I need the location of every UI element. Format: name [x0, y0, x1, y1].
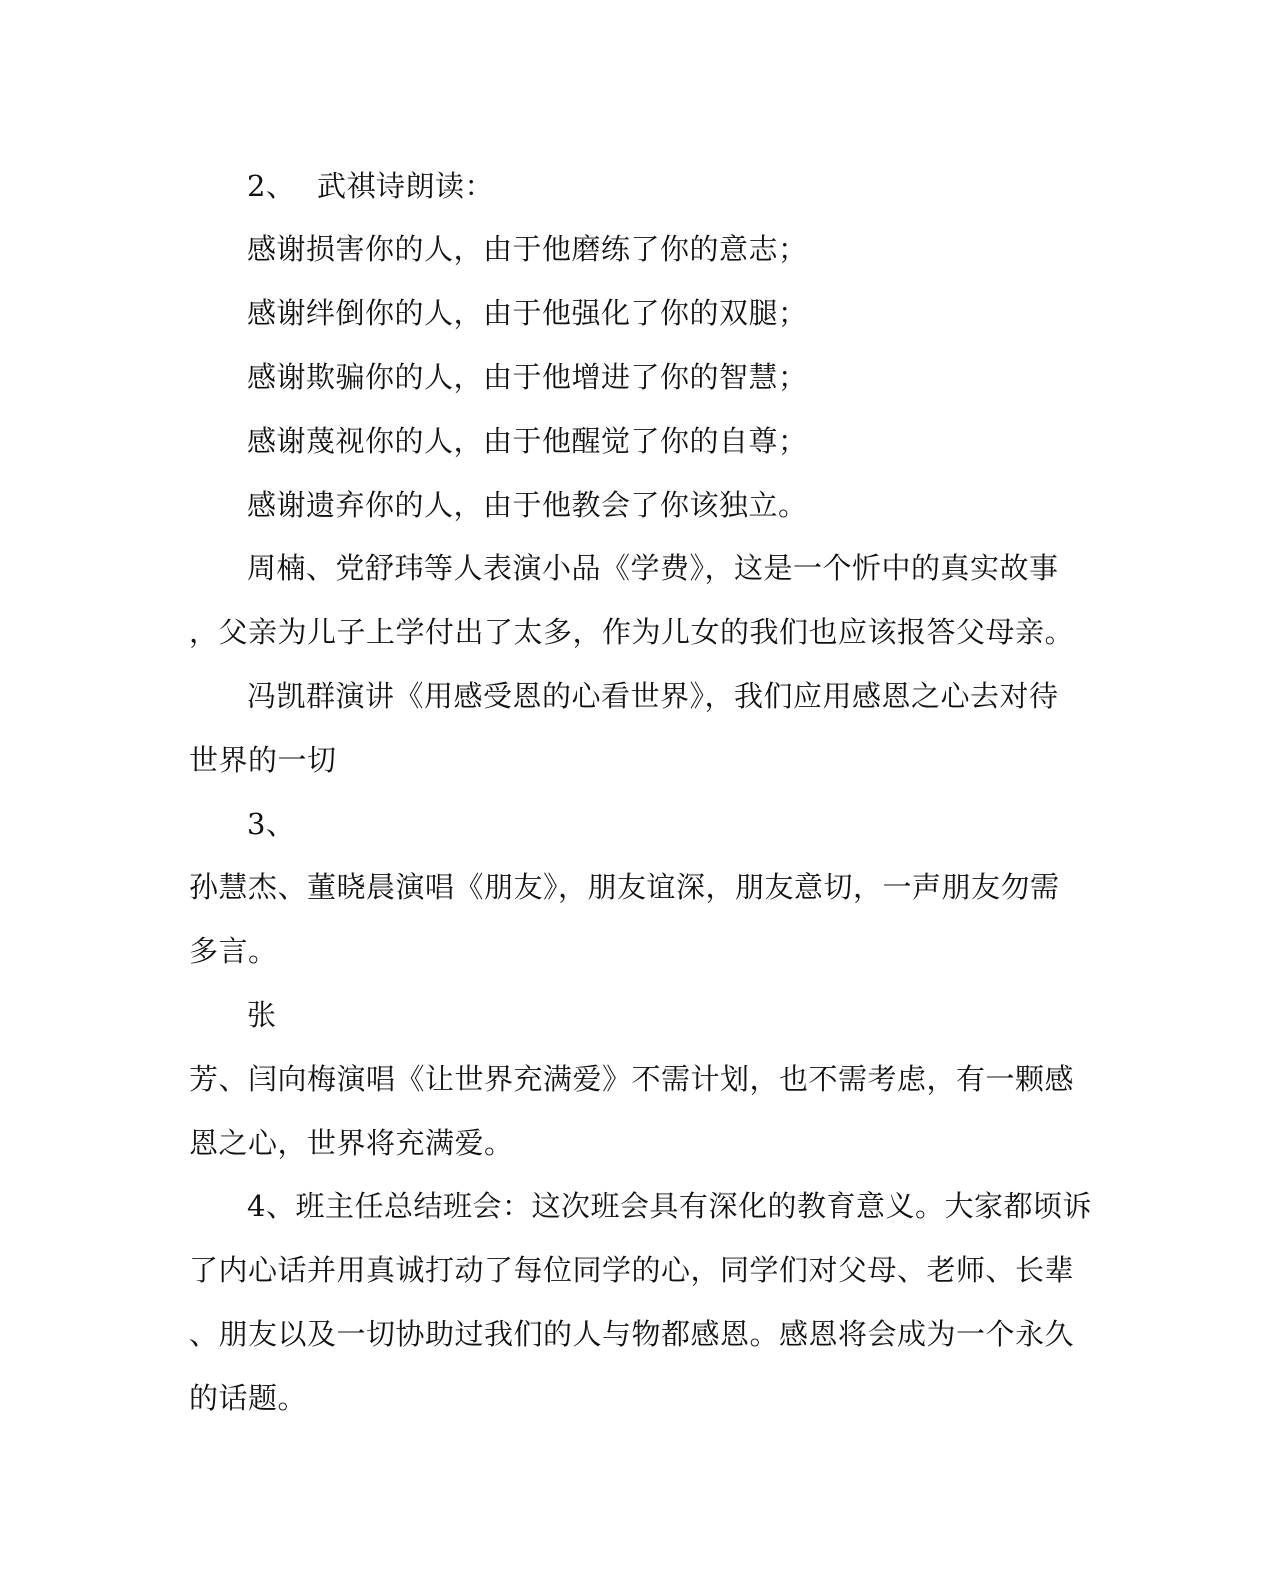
song2-paragraph-line-2: 芳、闫向梅演唱《让世界充满爱》不需计划，也不需考虑，有一颗感 — [189, 1062, 1075, 1096]
item-2-title: 武祺诗朗读： — [317, 169, 495, 203]
song1-paragraph-line-2: 多言。 — [189, 934, 278, 968]
summary-paragraph-line-2: 了内心话并用真诚打动了每位同学的心，同学们对父母、老师、长辈 — [189, 1253, 1075, 1287]
poem-line-5: 感谢遗弃你的人，由于他教会了你该独立。 — [247, 488, 808, 522]
speech-paragraph-line-1: 冯凯群演讲《用感受恩的心看世界》，我们应用感恩之心去对待 — [247, 679, 1059, 713]
summary-paragraph-line-4: 的话题。 — [189, 1381, 308, 1415]
summary-paragraph-line-1: 4、班主任总结班会：这次班会具有深化的教育意义。大家都顷诉 — [247, 1189, 1092, 1223]
poem-line-2: 感谢绊倒你的人，由于他强化了你的双腿； — [247, 296, 808, 330]
item-3-number: 3、 — [247, 807, 296, 841]
item-2-heading — [247, 169, 494, 203]
song1-paragraph-line-1: 孙慧杰、董晓晨演唱《朋友》，朋友谊深，朋友意切，一声朋友勿需 — [189, 870, 1060, 904]
poem-line-3: 感谢欺骗你的人，由于他增进了你的智慧； — [247, 360, 808, 394]
song2-paragraph-line-1: 张 — [247, 998, 277, 1032]
poem-line-1: 感谢损害你的人，由于他磨练了你的意志； — [247, 232, 808, 266]
speech-paragraph-line-2: 世界的一切 — [189, 743, 337, 777]
song2-paragraph-line-3: 恩之心，世界将充满爱。 — [189, 1126, 514, 1160]
skit-paragraph-line-1: 周楠、党舒玮等人表演小品《学费》，这是一个忻中的真实故事 — [247, 551, 1059, 585]
item-2-number: 2、 — [247, 169, 296, 203]
summary-paragraph-line-3: 、朋友以及一切协助过我们的人与物都感恩。感恩将会成为一个永久 — [189, 1317, 1075, 1351]
skit-paragraph-line-2: ，父亲为儿子上学付出了太多，作为儿女的我们也应该报答父母亲。 — [189, 615, 1075, 649]
poem-line-4: 感谢蔑视你的人，由于他醒觉了你的自尊； — [247, 424, 808, 458]
